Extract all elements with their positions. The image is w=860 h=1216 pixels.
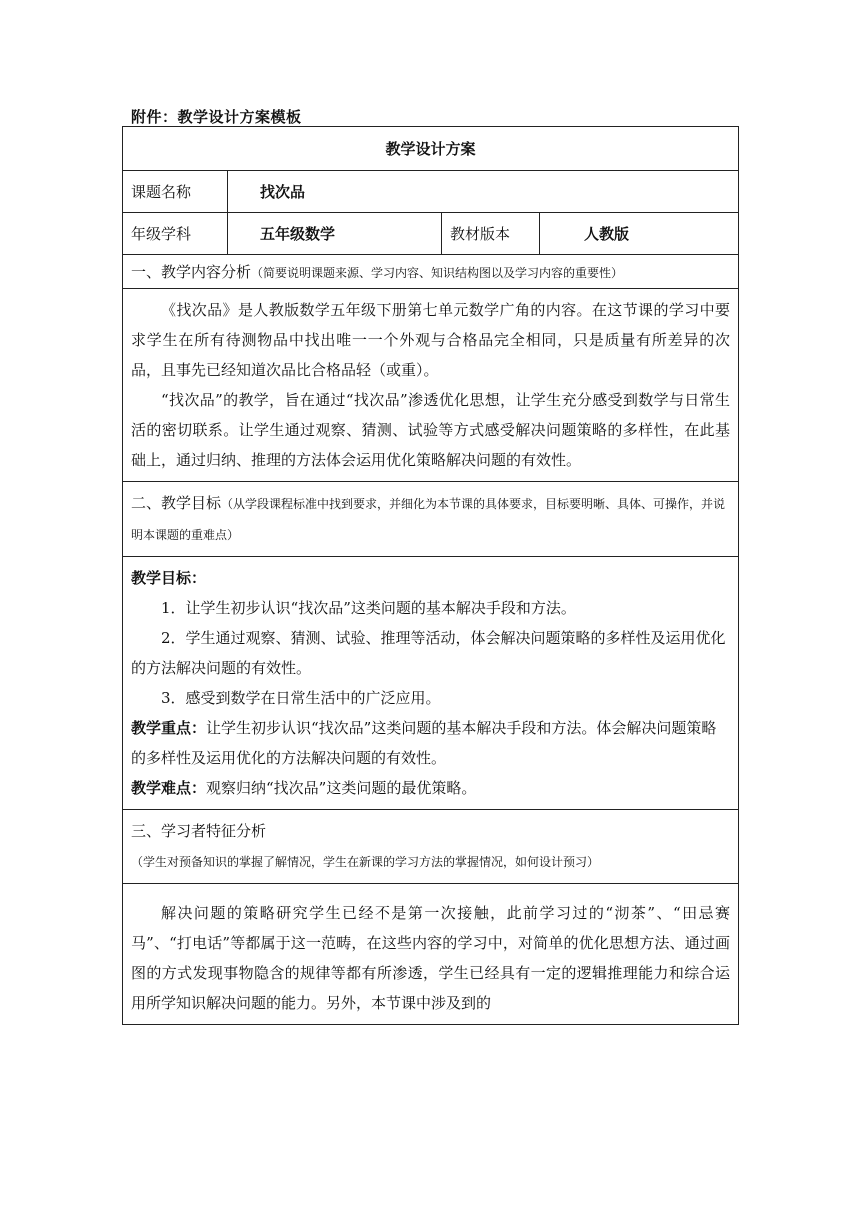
section3-heading-cell (123, 810, 739, 884)
difficulty-label: 教学难点： (131, 779, 207, 797)
table-title: 教学设计方案 (123, 127, 739, 171)
section3-heading-row (123, 810, 739, 884)
course-value: 找次品 (228, 171, 739, 213)
goal-2: 2．学生通过观察、猜测、试验、推理等活动，体会解决问题策略的多样性及运用优化的方法解决问题的有效性。 (131, 629, 726, 677)
goal-1: 1．让学生初步认识“找次品”这类问题的基本解决手段和方法。 (161, 599, 576, 617)
difficulty-text: 观察归纳“找次品”这类问题的最优策略。 (206, 779, 477, 797)
section1-content-row (123, 289, 739, 482)
section2-heading-cell (123, 482, 739, 557)
edition-value: 人教版 (540, 213, 739, 255)
section2-heading: 二、教学目标 (131, 494, 222, 512)
key-point (131, 713, 730, 773)
grade-row (123, 213, 739, 255)
section1-paragraph-2: “找次品”的教学，旨在通过“找次品”渗透优化思想，让学生充分感受到数学与日常生活的密切联系。让学生通过观察、猜测、试验等方式感受解决问题策略的多样性，在此基础上，通过归纳、推理的方法体会运用优化策略解决问题的有效性。 (131, 391, 731, 469)
section3-content (123, 884, 739, 1025)
section2-heading-line (131, 488, 730, 550)
goals-label: 教学目标： (131, 569, 207, 587)
section2-heading-row (123, 482, 739, 557)
section3-paragraph: 解决问题的策略研究学生已经不是第一次接触，此前学习过的“沏茶”、“田忌赛马”、“打电话”等都属于这一范畴，在这些内容的学习中，对简单的优化思想方法、通过画图的方式发现事物隐含的规律等都有所渗透，学生已经具有一定的逻辑推理能力和综合运用所学知识解决问题的能力。另外，本节课中涉及到的 (131, 904, 731, 1012)
edition-label: 教材版本 (442, 213, 540, 255)
section3-note: （学生对预备知识的掌握了解情况，学生在新课的学习方法的掌握情况，如何设计预习） (131, 855, 600, 869)
section2-content (123, 557, 739, 810)
section1-heading: 一、教学内容分析 (131, 263, 252, 281)
teaching-design-table (122, 126, 739, 1025)
section1-content (123, 289, 739, 482)
section3-heading: 三、学习者特征分析 (131, 822, 267, 840)
key-text: 让学生初步认识“找次品”这类问题的基本解决手段和方法。体会解决问题策略的多样性及运用优化的方法解决问题的有效性。 (131, 719, 717, 767)
key-label: 教学重点： (131, 719, 207, 737)
difficulty-point (131, 773, 730, 803)
grade-value: 五年级数学 (228, 213, 442, 255)
table-title-row (123, 127, 739, 171)
section2-note: （从学段课程标准中找到要求，并细化为本节课的具体要求，目标要明晰、具体、可操作，并说明本课题的重难点） (131, 497, 726, 542)
section2-content-row (123, 557, 739, 810)
course-row (123, 171, 739, 213)
section1-note: （简要说明课题来源、学习内容、知识结构图以及学习内容的重要性） (251, 266, 624, 280)
attachment-title: 附件：教学设计方案模板 (131, 108, 302, 126)
section1-paragraph-1: 《找次品》是人教版数学五年级下册第七单元数学广角的内容。在这节课的学习中要求学生在所有待测物品中找出唯一一个外观与合格品完全相同，只是质量有所差异的次品，且事先已经知道次品比合格品轻（或重）。 (131, 301, 731, 379)
goal-3: 3．感受到数学在日常生活中的广泛应用。 (161, 689, 441, 707)
grade-label: 年级学科 (123, 213, 228, 255)
section1-heading-cell (123, 255, 739, 289)
section1-heading-row (123, 255, 739, 289)
section3-content-row (123, 884, 739, 1025)
section3-heading-line (131, 816, 730, 877)
course-label: 课题名称 (123, 171, 228, 213)
